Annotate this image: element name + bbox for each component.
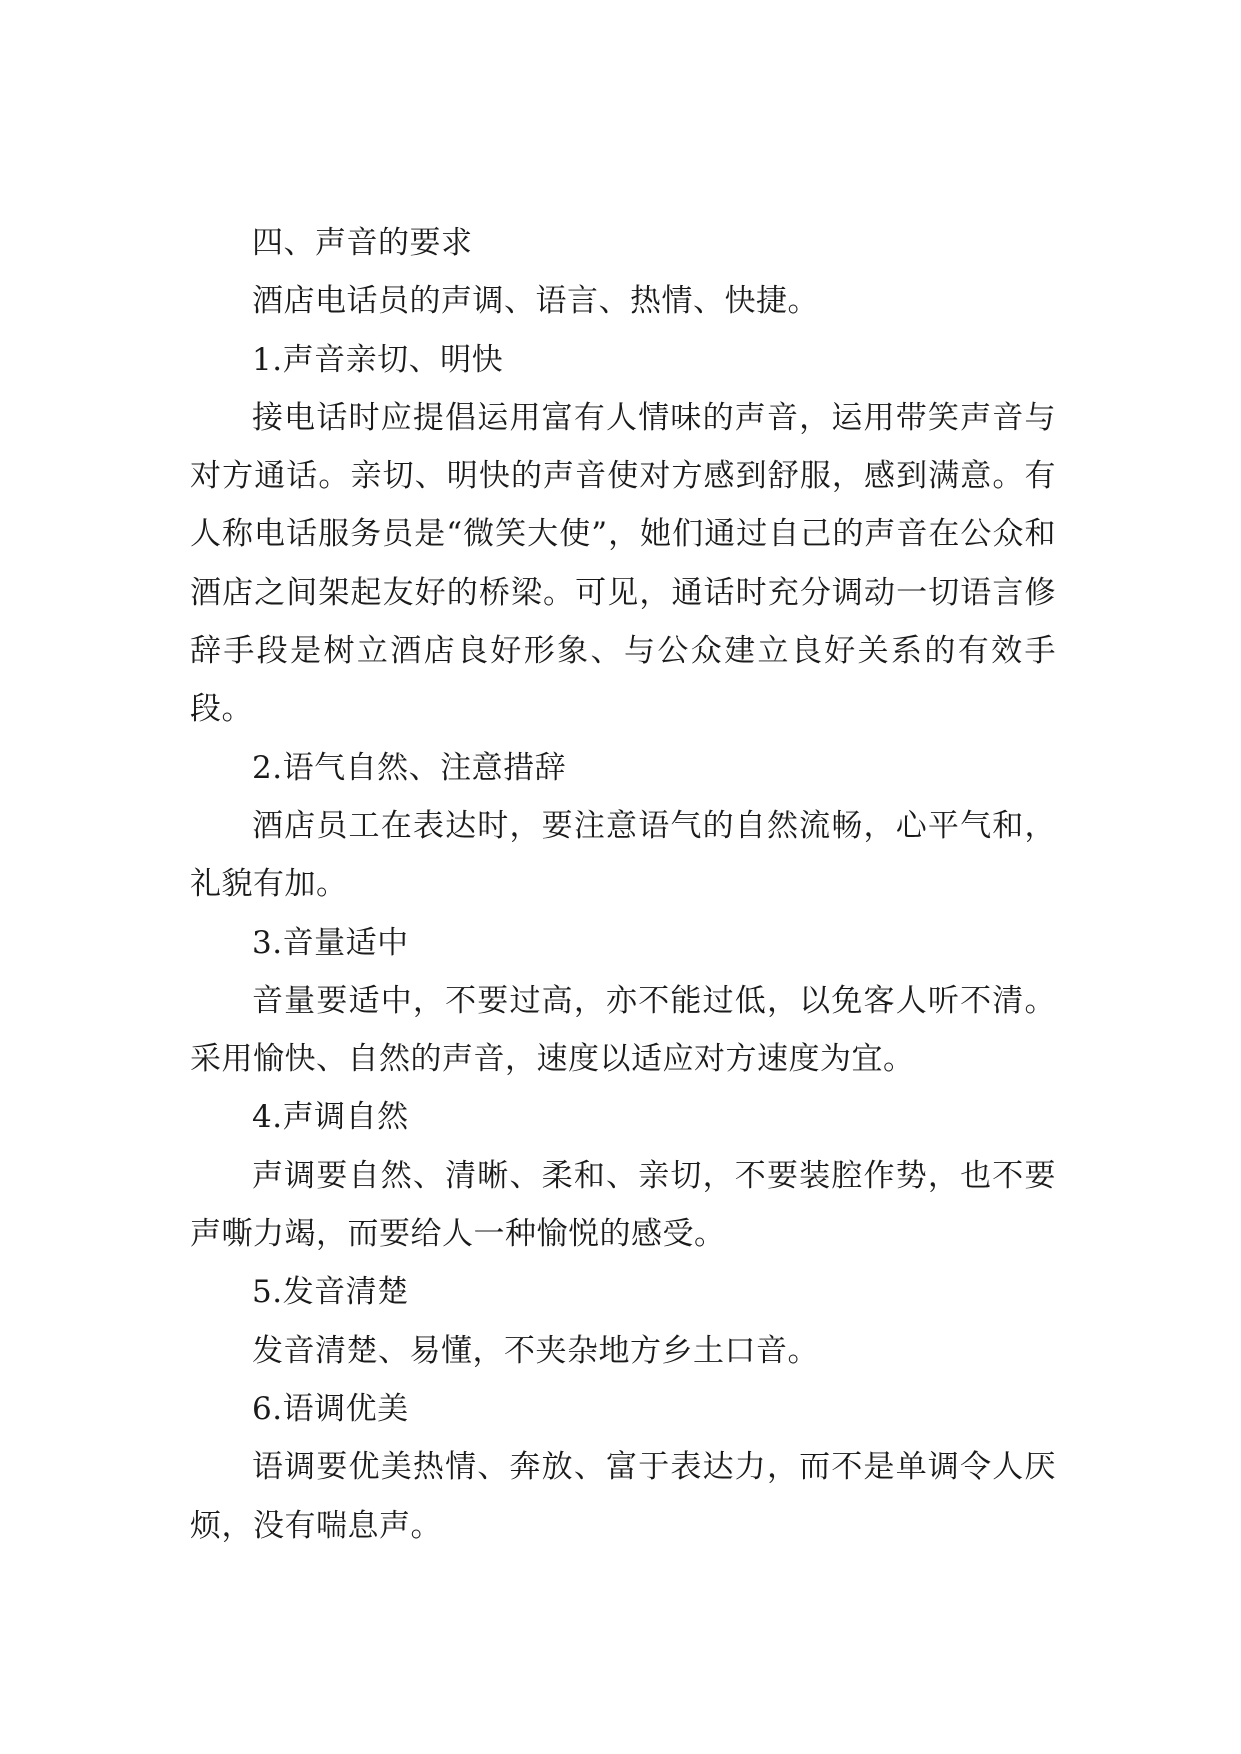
intro-paragraph: 酒店电话员的声调、语言、热情、快捷。 bbox=[252, 283, 819, 320]
subheading-4: 4.声调自然 bbox=[252, 1099, 409, 1136]
subheading-6: 6.语调优美 bbox=[252, 1390, 409, 1427]
body-paragraph-5: 发音清楚、易懂，不夹杂地方乡土口音。 bbox=[252, 1332, 819, 1369]
subheading-2: 2.语气自然、注意措辞 bbox=[252, 749, 567, 786]
section-heading: 四、声音的要求 bbox=[252, 225, 473, 261]
body-paragraph-4: 声调要自然、清晰、柔和、亲切，不要装腔作势，也不要声嘶力竭，而要给人一种愉悦的感受。 bbox=[190, 1157, 1056, 1253]
body-paragraph-6: 语调要优美热情、奔放、富于表达力，而不是单调令人厌烦，没有喘息声。 bbox=[190, 1449, 1056, 1544]
document-body bbox=[190, 214, 1056, 1555]
subheading-5: 5.发音清楚 bbox=[252, 1274, 409, 1311]
body-paragraph-2: 酒店员工在表达时，要注意语气的自然流畅，心平气和，礼貌有加。 bbox=[190, 807, 1056, 903]
subheading-1: 1.声音亲切、明快 bbox=[252, 341, 504, 378]
body-paragraph-3: 音量要适中，不要过高，亦不能过低，以免客人听不清。采用愉快、自然的声音，速度以适应对方速度为宜。 bbox=[190, 982, 1056, 1078]
subheading-3: 3.音量适中 bbox=[252, 924, 409, 961]
body-paragraph-1: 接电话时应提倡运用富有人情味的声音，运用带笑声音与对方通话。亲切、明快的声音使对方感到舒服，感到满意。有人称电话服务员是“微笑大使”，她们通过自己的声音在公众和酒店之间架起友好的桥梁。可见，通话时充分调动一切语言修辞手段是树立酒店良好形象、与公众建立良好关系的有效手段。 bbox=[190, 399, 1056, 728]
